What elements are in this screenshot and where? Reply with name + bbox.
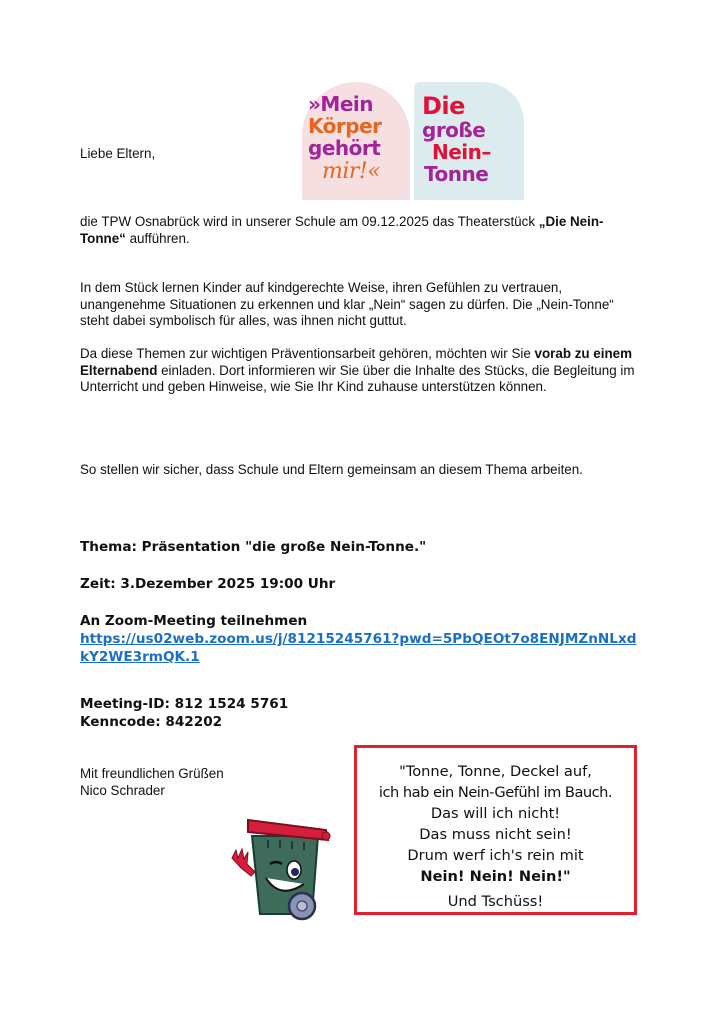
- meeting-id: Meeting-ID: 812 1524 5761: [80, 696, 289, 712]
- invitation-paragraph: [80, 346, 640, 396]
- quote-line-3: Das will ich nicht!: [430, 805, 561, 822]
- intro-paragraph: [80, 214, 640, 247]
- logo-right-line-3: Nein–: [432, 140, 491, 164]
- logo-left-line-2: Körper: [308, 114, 382, 138]
- logo-left-line-1: »Mein: [308, 92, 373, 116]
- zoom-heading: An Zoom-Meeting teilnehmen: [80, 613, 308, 629]
- trash-bin-mascot-icon: [222, 806, 340, 924]
- play-title: „Die Nein-Tonne“: [80, 214, 604, 246]
- play-description-paragraph: In dem Stück lernen Kinder auf kindgerechte Weise, ihren Gefühlen zu vertrauen, unangenehme Situationen zu erkennen und klar „Nein“ sagen zu dürfen. Die „Nein-Tonne“ steht dabei symbolisch für alles, was ihnen nicht guttut.: [80, 280, 614, 329]
- quote-line-1: "Tonne, Tonne, Deckel auf,: [399, 763, 592, 780]
- invitation-text-a: Da diese Themen zur wichtigen Präventionsarbeit gehören, möchten wir Sie: [80, 346, 535, 361]
- logo-left-line-4: mir!«: [322, 159, 381, 184]
- meeting-passcode: Kenncode: 842202: [80, 714, 223, 730]
- intro-text-b: aufführen.: [125, 230, 190, 246]
- quote-line-2: ich hab ein Nein-Gefühl im Bauch.: [378, 784, 613, 801]
- quote-goodbye: Und Tschüss!: [447, 893, 544, 910]
- meeting-topic: Thema: Präsentation "die große Nein-Tonne.": [80, 539, 427, 555]
- closing-salutation: Mit freundlichen Grüßen: [80, 766, 224, 781]
- nein-tonne-logo: [302, 82, 524, 200]
- greeting: Liebe Eltern,: [80, 146, 156, 161]
- invitation-bold: vorab zu einem Elternabend: [80, 346, 633, 378]
- logo-right-line-1: Die: [422, 92, 465, 120]
- closing-paragraph: So stellen wir sicher, dass Schule und Eltern gemeinsam an diesem Thema arbeiten.: [80, 462, 583, 477]
- quote-bold-line: Nein! Nein! Nein!": [420, 868, 571, 885]
- intro-text-a: die TPW Osnabrück wird in unserer Schule am 09.12.2025 das Theaterstück: [80, 214, 539, 229]
- meeting-time: Zeit: 3.Dezember 2025 19:00 Uhr: [80, 576, 336, 592]
- quote-line-5: Drum werf ich's rein mit: [407, 847, 584, 864]
- signature: Nico Schrader: [80, 783, 165, 798]
- invitation-text-b: einladen. Dort informieren wir Sie über die Inhalte des Stücks, die Begleitung im Unterricht und geben Hinweise, wie Sie Ihr Kind zuhause unterstützen können.: [80, 362, 635, 395]
- logo-left-line-3: gehört: [308, 136, 381, 160]
- logo-right-line-4: Tonne: [424, 162, 489, 186]
- quote-box: [354, 745, 637, 915]
- logo-right-line-2: große: [422, 118, 486, 142]
- quote-line-4: Das muss nicht sein!: [419, 826, 572, 843]
- zoom-meeting-link[interactable]: https://us02web.zoom.us/j/81215245761?pwd=5PbQEOt7o8ENJMZnNLxdkY2WE3rmQK.1: [80, 631, 637, 665]
